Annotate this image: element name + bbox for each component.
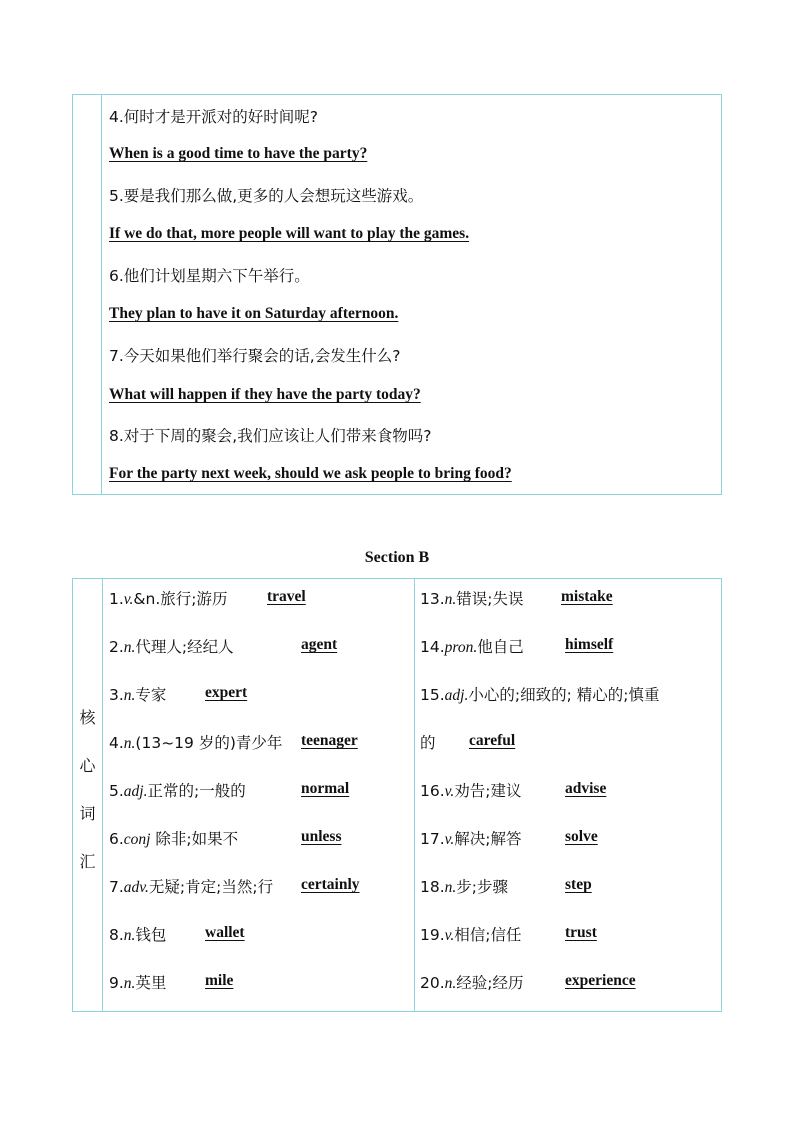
vocab-right-20-def: 20.n.经验;经历: [420, 974, 524, 992]
vocab-left-9-def: 9.n.英里: [109, 974, 167, 992]
vocab-right-13-def: 13.n.错误;失误: [420, 590, 524, 608]
vocab-right-16-def: 16.v.劝告;建议: [420, 782, 522, 800]
vocab-right-15-word: careful: [469, 732, 516, 749]
vocab-left-4-def: 4.n.(13~19 岁的)青少年: [109, 734, 283, 752]
sentence-en-5: If we do that, more people will want to play the games.: [109, 225, 470, 242]
sentence-zh-8: 8.对于下周的聚会,我们应该让人们带来食物吗?: [109, 427, 432, 445]
vocab-right-16-word: advise: [565, 780, 607, 797]
vocab-left-8-def: 8.n.钱包: [109, 926, 167, 944]
label-char: 词: [79, 804, 96, 823]
vocab-left-7-word: certainly: [301, 876, 360, 893]
vocab-left-8-word: wallet: [205, 924, 245, 941]
vocab-left-1-word: travel: [267, 588, 306, 605]
vocab-left-5-def: 5.adj.正常的;一般的: [109, 782, 246, 800]
label-char: 心: [79, 756, 96, 775]
vocab-right-15-def: 15.adj.小心的;细致的; 精心的;慎重: [420, 686, 660, 704]
sentence-zh-5: 5.要是我们那么做,更多的人会想玩这些游戏。: [109, 187, 424, 205]
vocab-left-3-word: expert: [205, 684, 248, 701]
table-left-column: [73, 95, 102, 494]
sentence-zh-4: 4.何时才是开派对的好时间呢?: [109, 108, 319, 126]
vocab-left-2-def: 2.n.代理人;经纪人: [109, 638, 234, 656]
vocab-left-6-def: 6.conj 除非;如果不: [109, 830, 239, 848]
vocab-right-17-word: solve: [565, 828, 598, 845]
sentence-en-8: For the party next week, should we ask people to bring food?: [109, 465, 512, 482]
vocab-right-19-def: 19.v.相信;信任: [420, 926, 522, 944]
sentence-zh-6: 6.他们计划星期六下午举行。: [109, 267, 310, 285]
vocab-right-15-def-cont: 的: [420, 734, 436, 752]
sentence-zh-7: 7.今天如果他们举行聚会的话,会发生什么?: [109, 347, 401, 365]
section-title: Section B: [364, 549, 430, 566]
sentence-en-6: They plan to have it on Saturday afternoon.: [109, 305, 399, 322]
sentence-en-4: When is a good time to have the party?: [109, 145, 368, 162]
vocab-right-14-word: himself: [565, 636, 614, 653]
vocabulary-table: [72, 578, 722, 1012]
vocab-right-18-def: 18.n.步;步骤: [420, 878, 509, 896]
vocab-right-19-word: trust: [565, 924, 597, 941]
vocab-right-17-def: 17.v.解决;解答: [420, 830, 522, 848]
vocab-right-14-def: 14.pron.他自己: [420, 638, 524, 656]
category-label: [73, 579, 103, 1011]
label-char: 汇: [79, 852, 96, 871]
vocab-left-2-word: agent: [301, 636, 338, 653]
translation-table: [72, 94, 722, 495]
vocab-left-5-word: normal: [301, 780, 350, 797]
sentence-en-7: What will happen if they have the party today?: [109, 386, 421, 403]
vocab-right-20-word: experience: [565, 972, 636, 989]
vocab-left-4-word: teenager: [301, 732, 358, 749]
vocab-left-9-word: mile: [205, 972, 234, 989]
label-char: 核: [79, 708, 96, 727]
vocab-right-13-word: mistake: [561, 588, 613, 605]
vocab-left-6-word: unless: [301, 828, 342, 845]
vocab-left-3-def: 3.n.专家: [109, 686, 167, 704]
vocab-left-1-def: 1.v.&n.旅行;游历: [109, 590, 228, 608]
vocab-right-18-word: step: [565, 876, 592, 893]
column-divider: [414, 579, 415, 1011]
vocab-left-7-def: 7.adv.无疑;肯定;当然;行: [109, 878, 274, 896]
